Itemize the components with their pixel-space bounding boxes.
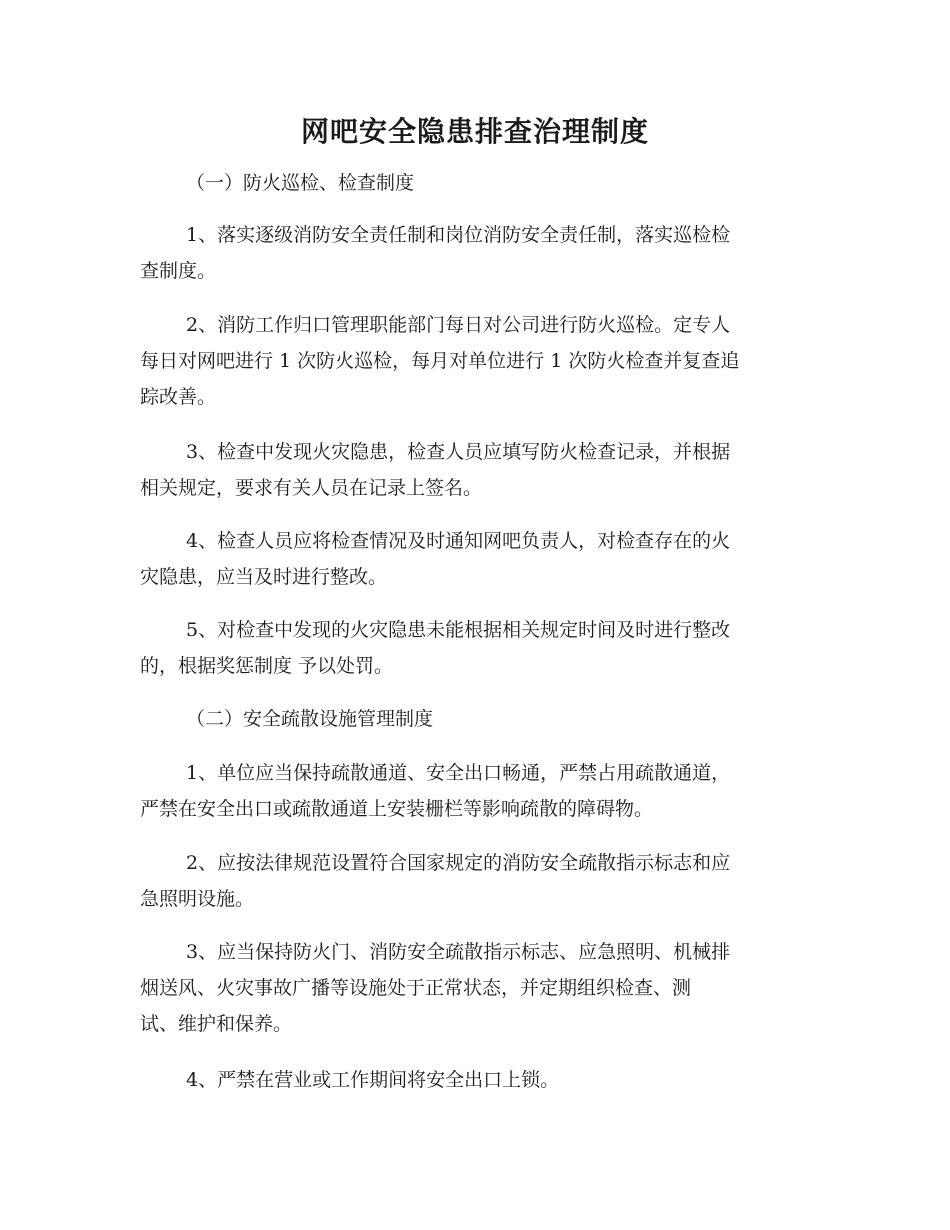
- paragraph-line: 3、应当保持防火门、消防安全疏散指示标志、应急照明、机械排: [186, 941, 731, 963]
- paragraph-line: 1、落实逐级消防安全责任制和岗位消防安全责任制，落实巡检检: [186, 224, 731, 246]
- paragraph-s2-item-3: [140, 934, 820, 1042]
- paragraph-s1-item-5: [140, 612, 820, 684]
- paragraph-line: 急照明设施。: [140, 888, 255, 910]
- paragraph-s1-item-4: [140, 523, 820, 595]
- paragraph-s1-item-2: [140, 307, 820, 415]
- paragraph-line: 2、消防工作归口管理职能部门每日对公司进行防火巡检。定专人: [186, 314, 731, 336]
- paragraph-line: 每日对网吧进行 1 次防火巡检，每月对单位进行 1 次防火检查并复查追: [140, 350, 740, 372]
- paragraph-line: 试、维护和保养。: [140, 1013, 293, 1035]
- section-heading-evacuation: （二）安全疏散设施管理制度: [186, 708, 434, 730]
- paragraph-line: 严禁在安全出口或疏散通道上安装栅栏等影响疏散的障碍物。: [140, 798, 654, 820]
- paragraph-line: 灾隐患，应当及时进行整改。: [140, 566, 388, 588]
- paragraph-line: 1、单位应当保持疏散通道、安全出口畅通，严禁占用疏散通道，: [186, 762, 731, 784]
- paragraph-line: 相关规定，要求有关人员在记录上签名。: [140, 477, 483, 499]
- paragraph-line: 2、应按法律规范设置符合国家规定的消防安全疏散指示标志和应: [186, 852, 731, 874]
- paragraph-s1-item-1: [140, 217, 820, 289]
- paragraph-line: 踪改善。: [140, 386, 217, 408]
- paragraph-s2-item-4: [140, 1062, 820, 1098]
- paragraph-line: 5、对检查中发现的火灾隐患未能根据相关规定时间及时进行整改: [186, 619, 731, 641]
- paragraph-s1-item-3: [140, 434, 820, 506]
- paragraph-line: 烟送风、火灾事故广播等设施处于正常状态，并定期组织检查、测: [140, 977, 692, 999]
- paragraph-line: 3、检查中发现火灾隐患，检查人员应填写防火检查记录，并根据: [186, 441, 731, 463]
- paragraph-line: 4、检查人员应将检查情况及时通知网吧负责人，对检查存在的火: [186, 530, 731, 552]
- paragraph-line: 查制度。: [140, 260, 217, 282]
- paragraph-s2-item-1: [140, 755, 820, 827]
- paragraph-line: 的，根据奖惩制度 予以处罚。: [140, 655, 394, 677]
- paragraph-s2-item-2: [140, 845, 820, 917]
- document-title: 网吧安全隐患排查治理制度: [300, 115, 649, 148]
- section-heading-fire-inspection: （一）防火巡检、检查制度: [186, 172, 415, 194]
- paragraph-line: 4、严禁在营业或工作期间将安全出口上锁。: [186, 1069, 560, 1091]
